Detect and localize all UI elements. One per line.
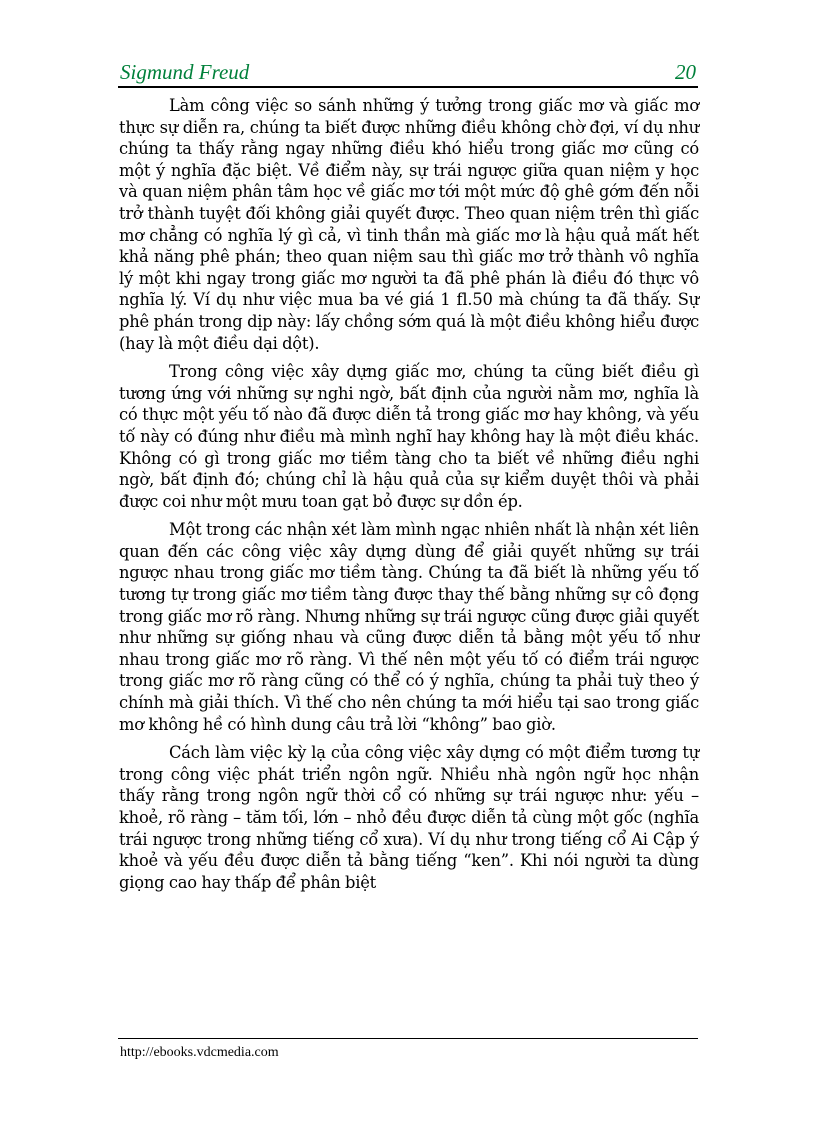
paragraph-4: Cách làm việc kỳ lạ của công việc xây dựng có một điểm tương tự trong công việc phát triển ngôn ngữ. Nhiều nhà ngôn ngữ học nhận thấy rằng trong ngôn ngữ thời cổ có những sự trái ngược như: yếu – khoẻ, rõ ràng – tăm tối, lớn – nhỏ đều được diễn tả cùng một gốc (nghĩa trái ngược trong những tiếng cổ xưa). Ví dụ như trong tiếng cổ Ai Cập ý khoẻ và yếu đều được diễn tả bằng tiếng “ken”. Khi nói người ta dùng giọng cao hay thấp để phân biệt	[119, 743, 699, 892]
source-url-link[interactable]: http://ebooks.vdcmedia.com	[120, 1045, 279, 1060]
page-header	[118, 60, 698, 88]
book-author-title: Sigmund Freud	[120, 60, 250, 84]
paragraph-1: Làm công việc so sánh những ý tưởng trong giấc mơ và giấc mơ thực sự diễn ra, chúng ta biết được những điều không chờ đợi, ví dụ như chúng ta thấy rằng ngay những điều khó hiểu trong giấc mơ cũng có một ý nghĩa đặc biệt. Về điểm này, sự trái ngược giữa quan niệm y học và quan niệm phân tâm học về giấc mơ tới một mức độ ghê gớm đến nỗi trở thành tuyệt đối không giải quyết được. Theo quan niệm trên thì giấc mơ chẳng có nghĩa lý gì cả, vì tinh thần mà giấc mơ là hậu quả mất hết khả năng phê phán; theo quan niệm sau thì giấc mơ trở thành vô nghĩa lý một khi ngay trong giấc mơ người ta đã phê phán là điều đó thực vô nghĩa lý. Ví dụ như việc mua ba vé giá 1 fl.50 mà chúng ta đã thấy. Sự phê phán trong dịp này: lấy chồng sớm quá là một điều không hiểu được (hay là một điều dại dột).	[119, 96, 699, 353]
page-number: 20	[675, 60, 696, 84]
paragraph-2: Trong công việc xây dựng giấc mơ, chúng ta cũng biết điều gì tương ứng với những sự nghi ngờ, bất định của người nằm mơ, nghĩa là có thực một yếu tố nào đã được diễn tả trong giấc mơ hay không, và yếu tố này có đúng như điều mà mình nghĩ hay không hay là một điều khác. Không có gì trong giấc mơ tiềm tàng cho ta biết về những điều nghi ngờ, bất định đó; chúng chỉ là hậu quả của sự kiểm duyệt thôi và phải được coi như một mưu toan gạt bỏ được sự dồn ép.	[119, 362, 699, 511]
page-body	[119, 95, 699, 900]
paragraph-3: Một trong các nhận xét làm mình ngạc nhiên nhất là nhận xét liên quan đến các công việc xây dựng dùng để giải quyết những sự trái ngược nhau trong giấc mơ tiềm tàng. Chúng ta đã biết là những yếu tố tương tự trong giấc mơ tiềm tàng được thay thế bằng những sự cô đọng trong giấc mơ rõ ràng. Nhưng những sự trái ngược cũng được giải quyết như những sự giống nhau và cũng được diễn tả bằng một yếu tố như nhau trong giấc mơ rõ ràng. Vì thế nên một yếu tố có điểm trái ngược trong giấc mơ rõ ràng cũng có thể có ý nghĩa, chúng ta phải tuỳ theo ý chính mà giải thích. Vì thế cho nên chúng ta mới hiểu tại sao trong giấc mơ không hề có hình dung câu trả lời “không” bao giờ.	[119, 520, 699, 734]
page-footer	[118, 1038, 698, 1061]
